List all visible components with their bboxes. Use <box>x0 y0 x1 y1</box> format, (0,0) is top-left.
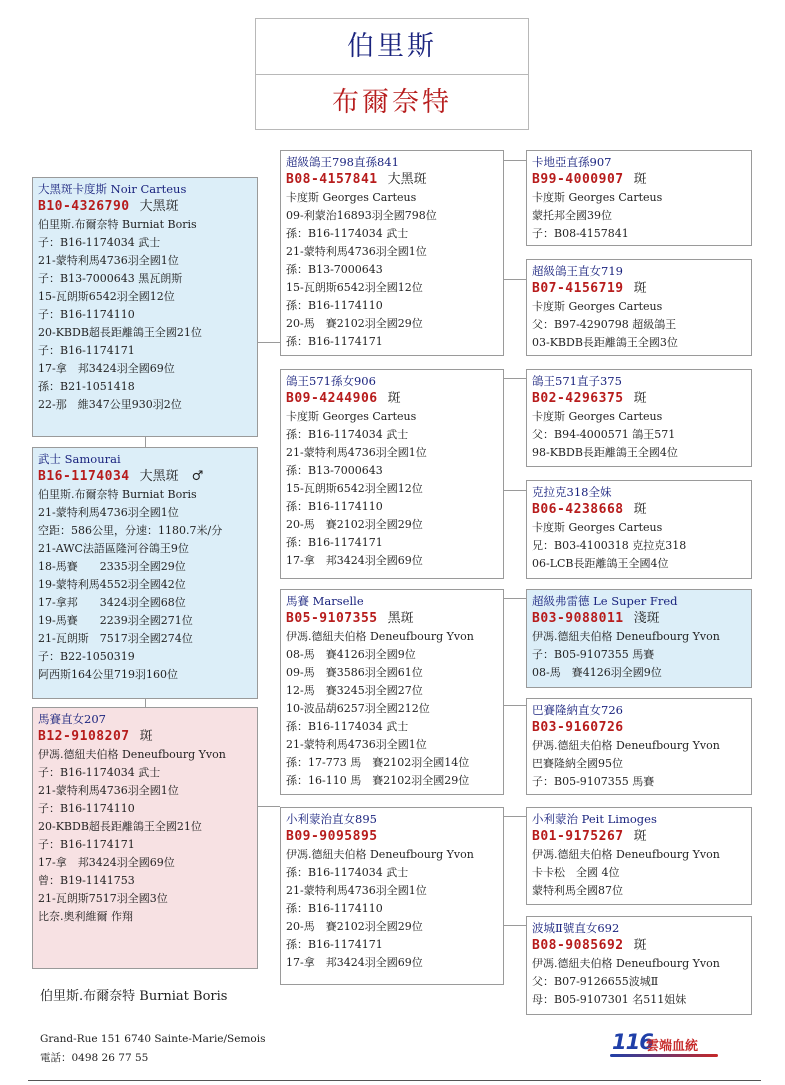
card-line: 08-馬 賽4126羽全國9位 <box>286 648 416 661</box>
card-line: 子：B05-9107355 馬賽 <box>532 648 655 661</box>
bird-color: 大黑斑 <box>139 199 179 214</box>
ring-number: B07-4156719 <box>532 281 624 296</box>
card-line: 08-馬 賽4126羽全國9位 <box>532 666 662 679</box>
card-line: 子：B05-9107355 馬賽 <box>532 775 655 788</box>
connector <box>258 806 280 807</box>
bird-name: 卡地亞直孫907 <box>532 155 612 169</box>
card-line: 09-馬 賽3586羽全國61位 <box>286 666 423 679</box>
card-line: 21-蒙特利馬4736羽全國1位 <box>38 784 179 797</box>
bird-ring <box>286 389 498 408</box>
card-line: 卡卡松 全國 4位 <box>532 866 620 879</box>
card-line: 孫：16-110 馬 賽2102羽全國29位 <box>286 774 470 787</box>
card-line: 蒙特利馬全國87位 <box>532 884 623 897</box>
ring-number: B03-9088011 <box>532 611 624 626</box>
connector <box>504 279 526 280</box>
bird-name: 鴿王571孫女906 <box>286 374 376 388</box>
bird-color: 斑 <box>633 938 647 953</box>
card-line: 15-瓦朗斯6542羽全國12位 <box>286 482 423 495</box>
pedigree-card-dsd <box>526 698 752 795</box>
bird-color: 大黑斑 <box>387 172 427 187</box>
pedigree-card-sire-dam <box>280 369 504 579</box>
card-line: 子：B22-1050319 <box>38 650 135 663</box>
ring-number: B08-9085692 <box>532 938 624 953</box>
bird-ring <box>532 936 746 955</box>
pedigree-card-ssd <box>526 259 752 356</box>
ring-number: B16-1174034 <box>38 469 130 484</box>
card-line: 孫：B13-7000643 <box>286 464 383 477</box>
card-line: 孫：B16-1174034 武士 <box>286 720 409 733</box>
card-line: 子：B16-1174171 <box>38 344 135 357</box>
card-line: 21-瓦朗斯7517羽全國3位 <box>38 892 168 905</box>
card-line: 10-波品葫6257羽全國212位 <box>286 702 430 715</box>
card-line: 17-拿 邦3424羽全國69位 <box>38 856 175 869</box>
card-line: 孫：17-773 馬 賽2102羽全國14位 <box>286 756 470 769</box>
card-line: 卡度斯 Georges Carteus <box>286 191 417 204</box>
ring-number: B10-4326790 <box>38 199 130 214</box>
card-line: 孫：B16-1174171 <box>286 536 383 549</box>
card-line: 父：B97-4290798 超級鴿王 <box>532 318 677 331</box>
card-line: 21-蒙特利馬4736羽全國1位 <box>38 254 179 267</box>
bird-ring <box>532 389 746 408</box>
card-line: 21-蒙特利馬4736羽全國1位 <box>38 506 179 519</box>
bird-ring <box>286 609 498 628</box>
bird-ring <box>38 467 252 486</box>
logo-number: 116 <box>612 1030 653 1054</box>
card-line: 17-拿邦 3424羽全國68位 <box>38 596 186 609</box>
card-line: 孫：B16-1174110 <box>286 299 383 312</box>
pedigree-card-dss <box>526 589 752 688</box>
title-line-1: 伯里斯 <box>256 19 528 75</box>
ring-number: B09-9095895 <box>286 829 378 844</box>
card-line: 伊馮.德紐夫伯格 Deneufbourg Yvon <box>286 848 474 861</box>
bird-ring <box>532 609 746 628</box>
bird-name: 巴賽隆納直女726 <box>532 703 623 717</box>
bird-color: 斑 <box>633 391 647 406</box>
connector <box>504 598 526 599</box>
bird-color: 斑 <box>387 391 401 406</box>
card-line: 18-馬賽 2335羽全國29位 <box>38 560 186 573</box>
card-line: 孫：B16-1174110 <box>286 500 383 513</box>
connector <box>145 698 146 707</box>
card-line: 09-利蒙治16893羽全國798位 <box>286 209 437 222</box>
pedigree-card-sire <box>32 177 258 437</box>
card-line: 21-蒙特利馬4736羽全國1位 <box>286 245 427 258</box>
card-line: 21-蒙特利馬4736羽全國1位 <box>286 446 427 459</box>
card-line: 伊馮.德紐夫伯格 Deneufbourg Yvon <box>532 739 720 752</box>
pedigree-card-dam-dam <box>280 807 504 985</box>
bird-name: 武士 Samourai <box>38 452 121 466</box>
breeder-address: Grand-Rue 151 6740 Sainte-Marie/Semois <box>40 1033 266 1045</box>
card-line: 20-馬 賽2102羽全國29位 <box>286 920 423 933</box>
bird-name: 超級弗雷德 Le Super Fred <box>532 594 678 608</box>
bird-color: 斑 <box>633 829 647 844</box>
card-line: 母：B05-9107301 名511姐妹 <box>532 993 687 1006</box>
pedigree-card-sire-sire <box>280 150 504 356</box>
pedigree-card-sss <box>526 150 752 246</box>
bird-color: 斑 <box>633 502 647 517</box>
card-line: 17-拿 邦3424羽全國69位 <box>286 554 423 567</box>
card-line: 12-馬 賽3245羽全國27位 <box>286 684 423 697</box>
bird-name: 小利蒙治直女895 <box>286 812 377 826</box>
connector <box>145 436 146 447</box>
card-line: 子：B13-7000643 黑瓦朗斯 <box>38 272 183 285</box>
card-line: 伊馮.德紐夫伯格 Deneufbourg Yvon <box>532 848 720 861</box>
bird-color: 斑 <box>633 172 647 187</box>
page-divider <box>28 1080 761 1081</box>
pedigree-card-sdd <box>526 480 752 579</box>
card-line: 15-瓦朗斯6542羽全國12位 <box>38 290 175 303</box>
bird-name: 超級鴿王798直孫841 <box>286 155 399 169</box>
title-box <box>255 18 529 130</box>
bird-ring <box>532 500 746 519</box>
card-line: 父：B07-9126655波城Ⅱ <box>532 975 659 988</box>
card-line: 子：B16-1174110 <box>38 308 135 321</box>
bird-color: 黑斑 <box>387 611 414 626</box>
card-line: 伯里斯.布爾奈特 Burniat Boris <box>38 488 197 501</box>
bird-ring <box>532 827 746 846</box>
card-line: 孫：B21-1051418 <box>38 380 135 393</box>
card-line: 曾：B19-1141753 <box>38 874 135 887</box>
connector <box>504 160 526 161</box>
bird-name: 鴿王571直子375 <box>532 374 622 388</box>
bird-color: 淺斑 <box>633 611 660 626</box>
ring-number: B06-4238668 <box>532 502 624 517</box>
card-line: 巴賽隆納全國95位 <box>532 757 623 770</box>
bird-ring <box>38 727 252 746</box>
pedigree-card-sds <box>526 369 752 467</box>
connector <box>504 378 526 379</box>
bird-color: 斑 <box>633 281 647 296</box>
connector <box>504 925 526 926</box>
card-line: 伊馮.德紐夫伯格 Deneufbourg Yvon <box>532 630 720 643</box>
card-line: 孫：B16-1174171 <box>286 335 383 348</box>
ring-number: B05-9107355 <box>286 611 378 626</box>
bird-ring <box>532 279 746 298</box>
logo-underline <box>610 1054 718 1057</box>
card-line: 空距：586公里，分速：1180.7米/分 <box>38 524 223 537</box>
bird-name: 波城Ⅱ號直女692 <box>532 921 620 935</box>
ring-number: B01-9175267 <box>532 829 624 844</box>
card-line: 卡度斯 Georges Carteus <box>286 410 417 423</box>
card-line: 伊馮.德紐夫伯格 Deneufbourg Yvon <box>38 748 226 761</box>
card-line: 卡度斯 Georges Carteus <box>532 410 663 423</box>
card-line: 子：B16-1174171 <box>38 838 135 851</box>
card-line: 伊馮.德紐夫伯格 Deneufbourg Yvon <box>532 957 720 970</box>
card-line: 03-KBDB長距離鴿王全國3位 <box>532 336 678 349</box>
card-line: 22-那 維347公里930羽2位 <box>38 398 182 411</box>
card-line: 比奈.奧利維爾 作翔 <box>38 910 133 923</box>
card-line: 子：B16-1174034 武士 <box>38 236 161 249</box>
bird-name: 超級鴿王直女719 <box>532 264 623 278</box>
card-line: 17-拿 邦3424羽全國69位 <box>38 362 175 375</box>
bird-ring <box>286 827 498 846</box>
card-line: 兄：B03-4100318 克拉克318 <box>532 539 687 552</box>
connector <box>504 490 526 491</box>
ring-number: B12-9108207 <box>38 729 130 744</box>
site-logo <box>610 1030 725 1056</box>
bird-ring <box>38 197 252 216</box>
card-line: 15-瓦朗斯6542羽全國12位 <box>286 281 423 294</box>
ring-number: B09-4244906 <box>286 391 378 406</box>
card-line: 孫：B16-1174034 武士 <box>286 866 409 879</box>
card-line: 21-AWC法語區隆河谷鴿王9位 <box>38 542 189 555</box>
card-line: 孫：B16-1174110 <box>286 902 383 915</box>
breeder-name: 伯里斯.布爾奈特 Burniat Boris <box>40 989 228 1004</box>
logo-text: 雲端血統 <box>646 1039 699 1054</box>
card-line: 21-瓦朗斯 7517羽全國274位 <box>38 632 193 645</box>
pedigree-card-ddd <box>526 916 752 1015</box>
bird-color: 大黑斑 ♂ <box>139 469 204 484</box>
card-line: 20-馬 賽2102羽全國29位 <box>286 317 423 330</box>
connector <box>504 705 526 706</box>
ring-number: B08-4157841 <box>286 172 378 187</box>
ring-number: B03-9160726 <box>532 720 624 735</box>
title-line-2: 布爾奈特 <box>332 87 452 118</box>
card-line: 卡度斯 Georges Carteus <box>532 191 663 204</box>
card-line: 伯里斯.布爾奈特 Burniat Boris <box>38 218 197 231</box>
pedigree-card-subject <box>32 447 258 699</box>
bird-name: 馬賽直女207 <box>38 712 106 726</box>
card-line: 伊馮.德紐夫伯格 Deneufbourg Yvon <box>286 630 474 643</box>
connector <box>258 342 280 343</box>
card-line: 孫：B16-1174034 武士 <box>286 428 409 441</box>
card-line: 孫：B16-1174171 <box>286 938 383 951</box>
card-line: 卡度斯 Georges Carteus <box>532 300 663 313</box>
card-line: 卡度斯 Georges Carteus <box>532 521 663 534</box>
card-line: 19-馬賽 2239羽全國271位 <box>38 614 193 627</box>
bird-name: 馬賽 Marselle <box>286 594 364 608</box>
card-line: 20-KBDB超長距離鴿王全國21位 <box>38 820 202 833</box>
pedigree-card-dam-sire <box>280 589 504 795</box>
bird-ring <box>286 170 498 189</box>
card-line: 06-LCB長距離鴿王全國4位 <box>532 557 669 570</box>
card-line: 21-蒙特利馬4736羽全國1位 <box>286 884 427 897</box>
pedigree-card-dam <box>32 707 258 969</box>
card-line: 孫：B13-7000643 <box>286 263 383 276</box>
bird-ring <box>532 170 746 189</box>
bird-name: 小利蒙治 Peit Limoges <box>532 812 657 826</box>
connector <box>504 816 526 817</box>
ring-number: B99-4000907 <box>532 172 624 187</box>
card-line: 父：B94-4000571 鴿王571 <box>532 428 676 441</box>
pedigree-card-dds <box>526 807 752 905</box>
bird-ring <box>532 718 746 737</box>
card-line: 20-馬 賽2102羽全國29位 <box>286 518 423 531</box>
card-line: 98-KBDB長距離鴿王全國4位 <box>532 446 678 459</box>
card-line: 20-KBDB超長距離鴿王全國21位 <box>38 326 202 339</box>
card-line: 子：B08-4157841 <box>532 227 629 240</box>
card-line: 21-蒙特利馬4736羽全國1位 <box>286 738 427 751</box>
card-line: 阿西斯164公里719羽160位 <box>38 668 178 681</box>
card-line: 孫：B16-1174034 武士 <box>286 227 409 240</box>
breeder-phone: 電話：0498 26 77 55 <box>40 1052 149 1064</box>
card-line: 17-拿 邦3424羽全國69位 <box>286 956 423 969</box>
bird-name: 克拉克318全妹 <box>532 485 612 499</box>
card-line: 蒙托邦全國39位 <box>532 209 612 222</box>
card-line: 子：B16-1174034 武士 <box>38 766 161 779</box>
card-line: 子：B16-1174110 <box>38 802 135 815</box>
ring-number: B02-4296375 <box>532 391 624 406</box>
card-line: 19-蒙特利馬4552羽全國42位 <box>38 578 186 591</box>
bird-color: 斑 <box>139 729 153 744</box>
bird-name: 大黑斑卡度斯 Noir Carteus <box>38 182 187 196</box>
